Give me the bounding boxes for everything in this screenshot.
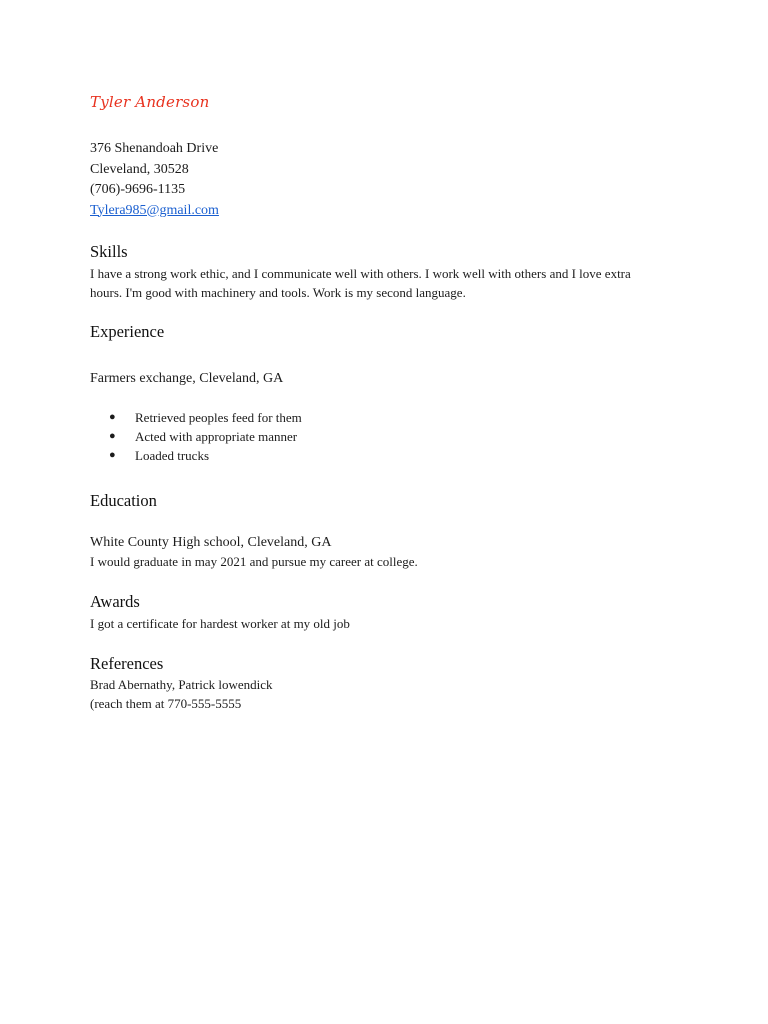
references-names: Brad Abernathy, Patrick lowendick xyxy=(90,677,273,692)
contact-block xyxy=(90,139,219,221)
bullet-text: Loaded trucks xyxy=(135,448,210,463)
bullet-text: Retrieved peoples feed for them xyxy=(135,410,302,425)
experience-heading: Experience xyxy=(90,322,165,341)
experience-bullets xyxy=(90,408,302,465)
list-item xyxy=(90,427,302,446)
skills-text xyxy=(90,264,631,302)
skills-line: hours. I'm good with machinery and tools. Work is my second language. xyxy=(90,285,466,300)
list-item xyxy=(90,446,302,465)
bullet-icon: ● xyxy=(109,430,116,442)
references-contact: (reach them at 770-555-5555 xyxy=(90,696,242,711)
education-heading: Education xyxy=(90,491,157,510)
skills-heading: Skills xyxy=(90,242,128,261)
school-line: White County High school, Cleveland, GA xyxy=(90,535,332,550)
phone-line: (706)-9696-1135 xyxy=(90,182,186,197)
awards-detail: I got a certificate for hardest worker at my old job xyxy=(90,616,350,631)
awards-heading: Awards xyxy=(90,592,140,611)
address-line: 376 Shenandoah Drive xyxy=(90,141,219,156)
bullet-icon: ● xyxy=(109,411,116,423)
education-detail: I would graduate in may 2021 and pursue my career at college. xyxy=(90,554,418,569)
employer-line: Farmers exchange, Cleveland, GA xyxy=(90,371,284,386)
references-heading: References xyxy=(90,654,164,673)
bullet-text: Acted with appropriate manner xyxy=(135,429,298,444)
resume-name: Tyler Anderson xyxy=(90,93,210,111)
bullet-icon: ● xyxy=(109,449,116,461)
email-link[interactable]: Tylera985@gmail.com xyxy=(90,202,219,218)
skills-line: I have a strong work ethic, and I communicate well with others. I work well with others and I love extra xyxy=(90,266,631,281)
city-line: Cleveland, 30528 xyxy=(90,161,189,177)
list-item xyxy=(90,408,302,427)
